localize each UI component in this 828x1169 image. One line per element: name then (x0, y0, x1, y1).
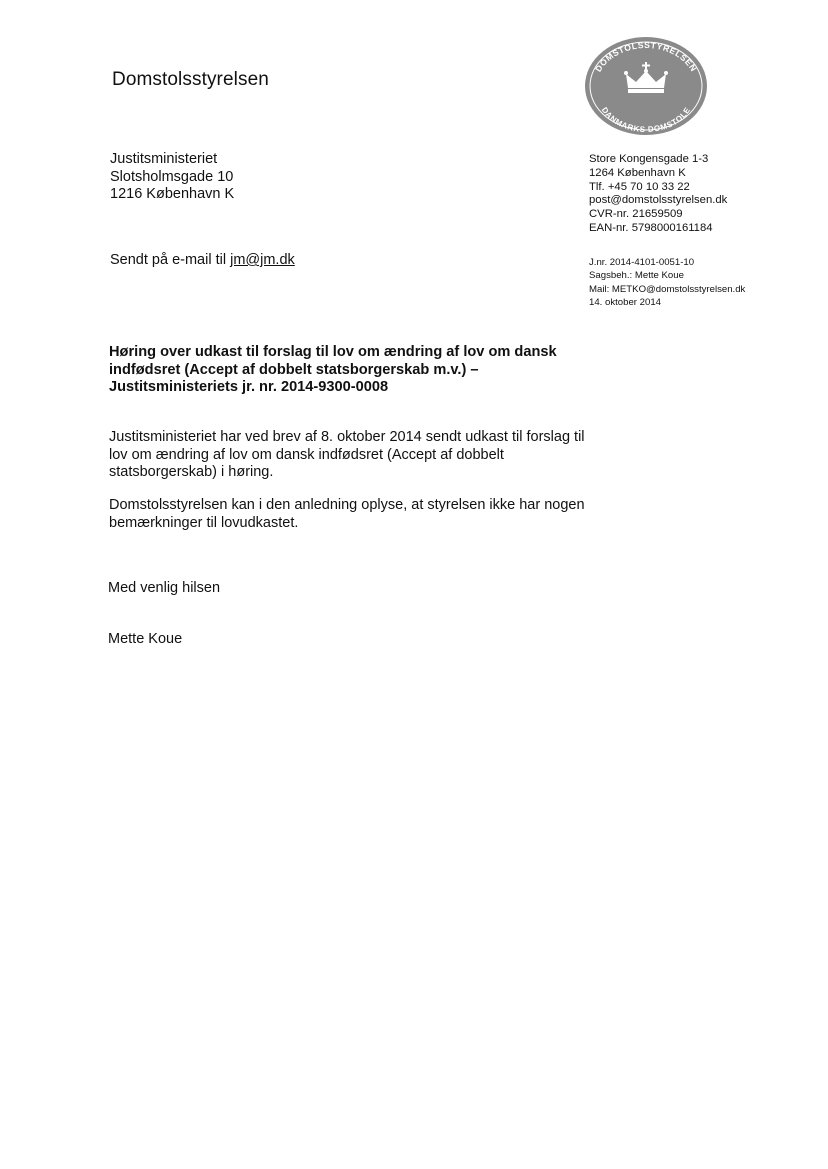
contact-cvr: CVR-nr. 21659509 (589, 208, 683, 221)
paragraph-line: lov om ændring af lov om dansk indfødsret (Accept af dobbelt (109, 446, 504, 463)
body-paragraph-2 (109, 497, 609, 532)
paragraph-line: Domstolsstyrelsen kan i den anledning oplyse, at styrelsen ikke har nogen (109, 497, 585, 513)
svg-text:DANMARKS DOMSTOLE: DANMARKS DOMSTOLE (599, 105, 693, 135)
letter-subject (109, 344, 589, 397)
sent-prefix: Sendt på e-mail til (110, 252, 227, 268)
domstolsstyrelsen-seal-icon (584, 36, 708, 136)
case-handler: Sagsbeh.: Mette Koue (589, 270, 684, 282)
reference-block (589, 256, 745, 310)
letter-date: 14. oktober 2014 (589, 297, 662, 309)
paragraph-line: bemærkninger til lovudkastet. (109, 514, 299, 531)
sender-contact-block (589, 153, 727, 236)
paragraph-line: statsborgerskab) i høring. (109, 464, 274, 480)
svg-text:DOMSTOLSSTYRELSEN: DOMSTOLSSTYRELSEN (593, 39, 699, 74)
contact-postal-line: 1264 København K (589, 166, 686, 179)
organization-name: Domstolsstyrelsen (112, 69, 269, 90)
paragraph-line: Justitsministeriet har ved brev af 8. oktober 2014 sendt udkast til forslag til (109, 429, 585, 445)
contact-phone: Tlf. +45 70 10 33 22 (589, 180, 690, 193)
contact-email: post@domstolsstyrelsen.dk (589, 194, 728, 207)
body-paragraph-1 (109, 429, 609, 482)
subject-line: indfødsret (Accept af dobbelt statsborgerskab m.v.) – (109, 361, 479, 378)
recipient-line: Justitsministeriet (110, 151, 218, 167)
subject-line: Justitsministeriets jr. nr. 2014-9300-0008 (109, 379, 389, 395)
contact-ean: EAN-nr. 5798000161184 (589, 221, 713, 234)
journal-number: J.nr. 2014-4101-0051-10 (589, 257, 695, 268)
subject-line: Høring over udkast til forslag til lov om ændring af lov om dansk (109, 344, 557, 360)
signer-name: Mette Koue (108, 631, 183, 647)
recipient-line: 1216 København K (110, 186, 235, 202)
recipient-line: Slotsholmsgade 10 (110, 168, 234, 185)
case-handler-email: Mail: METKO@domstolsstyrelsen.dk (589, 283, 746, 295)
contact-address-line: Store Kongensgade 1-3 (589, 153, 709, 165)
recipient-email-link[interactable]: jm@jm.dk (230, 252, 295, 268)
recipient-address (110, 151, 234, 204)
sent-via-email (110, 252, 295, 268)
closing-greeting: Med venlig hilsen (108, 580, 221, 596)
